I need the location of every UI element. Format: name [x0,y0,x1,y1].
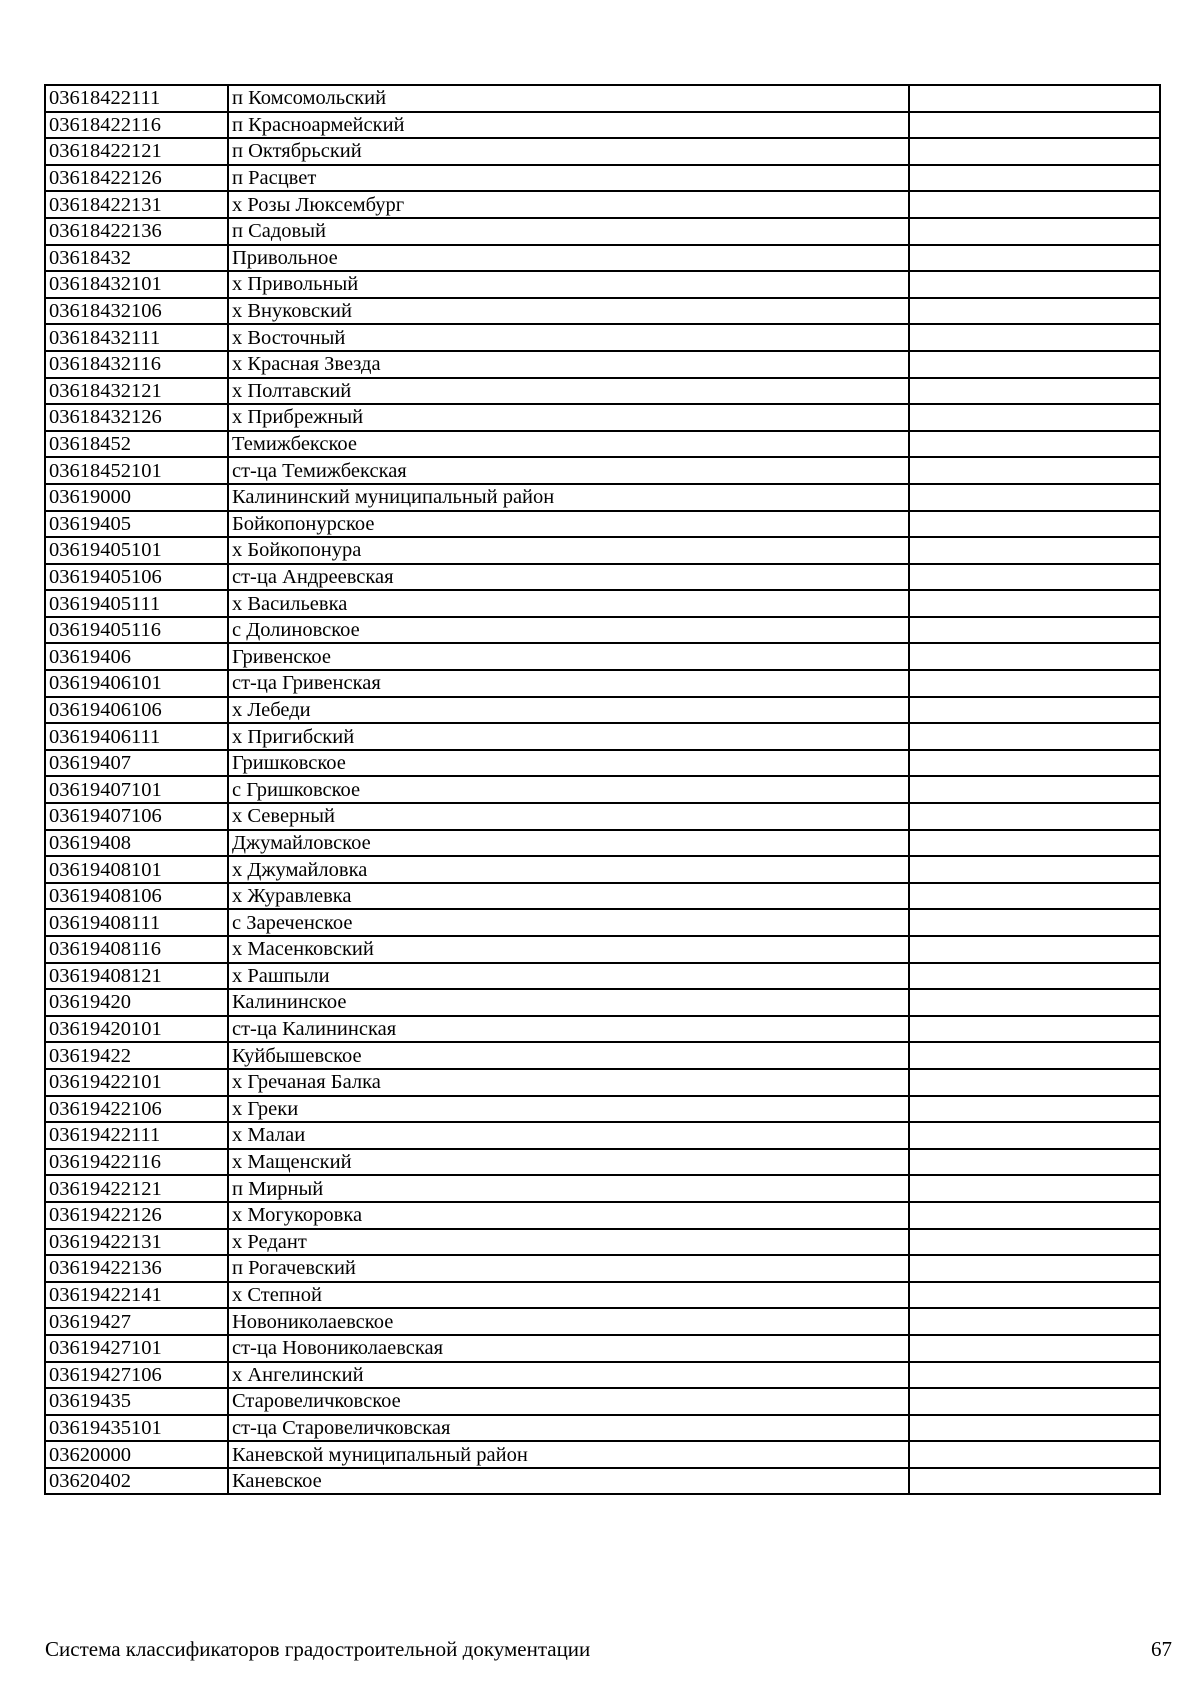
table-row [45,1255,1160,1282]
code-cell: 03619422126 [45,1202,228,1229]
name-cell: х Ангелинский [228,1362,909,1389]
note-cell [909,457,1160,484]
note-cell [909,404,1160,431]
code-cell: 03618452101 [45,457,228,484]
note-cell [909,138,1160,165]
note-cell [909,218,1160,245]
code-cell: 03619422106 [45,1096,228,1123]
note-cell [909,537,1160,564]
note-cell [909,936,1160,963]
name-cell: х Редант [228,1229,909,1256]
code-cell: 03619406 [45,643,228,670]
name-cell: х Греки [228,1096,909,1123]
code-cell: 03619406106 [45,697,228,724]
code-cell: 03620000 [45,1441,228,1468]
name-cell: х Пригибский [228,723,909,750]
note-cell [909,271,1160,298]
note-cell [909,723,1160,750]
note-cell [909,776,1160,803]
note-cell [909,670,1160,697]
name-cell: с Долиновское [228,617,909,644]
name-cell: Гришковское [228,750,909,777]
name-cell: х Внуковский [228,298,909,325]
note-cell [909,85,1160,112]
note-cell [909,1415,1160,1442]
code-cell: 03619427101 [45,1335,228,1362]
table-row [45,1468,1160,1495]
name-cell: х Розы Люксембург [228,191,909,218]
code-cell: 03619000 [45,484,228,511]
table-row [45,138,1160,165]
table-row [45,590,1160,617]
name-cell: ст-ца Андреевская [228,564,909,591]
name-cell: п Расцвет [228,165,909,192]
name-cell: п Октябрьский [228,138,909,165]
table-row [45,218,1160,245]
table-row [45,963,1160,990]
code-cell: 03619422136 [45,1255,228,1282]
name-cell: п Мирный [228,1175,909,1202]
name-cell: Бойкопонурское [228,511,909,538]
code-cell: 03619405116 [45,617,228,644]
table-row [45,1415,1160,1442]
note-cell [909,856,1160,883]
table-row [45,750,1160,777]
code-cell: 03619405 [45,511,228,538]
name-cell: х Северный [228,803,909,830]
note-cell [909,511,1160,538]
name-cell: х Гречаная Балка [228,1069,909,1096]
name-cell: п Красноармейский [228,112,909,139]
name-cell: Новониколаевское [228,1308,909,1335]
name-cell: х Степной [228,1282,909,1309]
note-cell [909,1202,1160,1229]
note-cell [909,963,1160,990]
code-cell: 03619420101 [45,1016,228,1043]
name-cell: ст-ца Новониколаевская [228,1335,909,1362]
name-cell: Куйбышевское [228,1042,909,1069]
table-row [45,1229,1160,1256]
note-cell [909,1468,1160,1495]
note-cell [909,1229,1160,1256]
note-cell [909,112,1160,139]
table-row [45,1282,1160,1309]
table-row [45,1388,1160,1415]
code-cell: 03619427 [45,1308,228,1335]
code-cell: 03619422131 [45,1229,228,1256]
note-cell [909,191,1160,218]
table-row [45,1308,1160,1335]
name-cell: п Садовый [228,218,909,245]
name-cell: ст-ца Гривенская [228,670,909,697]
table-row [45,431,1160,458]
name-cell: Джумайловское [228,830,909,857]
table-row [45,776,1160,803]
table-row [45,191,1160,218]
note-cell [909,1175,1160,1202]
code-cell: 03619408111 [45,909,228,936]
table-row [45,670,1160,697]
code-cell: 03618422126 [45,165,228,192]
name-cell: х Восточный [228,324,909,351]
table-row [45,404,1160,431]
note-cell [909,1388,1160,1415]
code-cell: 03618422116 [45,112,228,139]
name-cell: х Рашпыли [228,963,909,990]
code-cell: 03619407 [45,750,228,777]
code-cell: 03619422111 [45,1122,228,1149]
table-row [45,723,1160,750]
table-row [45,298,1160,325]
note-cell [909,1122,1160,1149]
name-cell: х Могукоровка [228,1202,909,1229]
note-cell [909,324,1160,351]
name-cell: п Комсомольский [228,85,909,112]
note-cell [909,750,1160,777]
table-row [45,697,1160,724]
note-cell [909,378,1160,405]
name-cell: х Бойкопонура [228,537,909,564]
code-cell: 03619422141 [45,1282,228,1309]
code-cell: 03618432111 [45,324,228,351]
table-row [45,511,1160,538]
note-cell [909,1362,1160,1389]
table-row [45,1335,1160,1362]
table-row [45,245,1160,272]
code-cell: 03618432 [45,245,228,272]
code-cell: 03618432106 [45,298,228,325]
table-row [45,803,1160,830]
table-row [45,617,1160,644]
note-cell [909,830,1160,857]
page-number: 67 [1151,1637,1172,1661]
note-cell [909,1149,1160,1176]
footer-title: Система классификаторов градостроительной документации [45,1637,591,1661]
name-cell: Привольное [228,245,909,272]
note-cell [909,590,1160,617]
code-cell: 03619408106 [45,883,228,910]
note-cell [909,1069,1160,1096]
note-cell [909,351,1160,378]
code-cell: 03619406111 [45,723,228,750]
table-row [45,883,1160,910]
table-row [45,989,1160,1016]
table-row [45,1175,1160,1202]
code-cell: 03619408116 [45,936,228,963]
code-cell: 03619435101 [45,1415,228,1442]
code-cell: 03619405106 [45,564,228,591]
table-row [45,1362,1160,1389]
name-cell: Калининский муниципальный район [228,484,909,511]
code-cell: 03618422136 [45,218,228,245]
name-cell: п Рогачевский [228,1255,909,1282]
table-row [45,351,1160,378]
name-cell: с Гришковское [228,776,909,803]
table-row [45,1069,1160,1096]
code-cell: 03619405111 [45,590,228,617]
code-cell: 03618452 [45,431,228,458]
note-cell [909,245,1160,272]
name-cell: х Масенковский [228,936,909,963]
code-cell: 03619408121 [45,963,228,990]
note-cell [909,1282,1160,1309]
table-row [45,1202,1160,1229]
table-row [45,1149,1160,1176]
table-row [45,1016,1160,1043]
code-cell: 03619435 [45,1388,228,1415]
code-cell: 03618422131 [45,191,228,218]
note-cell [909,298,1160,325]
table-row [45,643,1160,670]
code-cell: 03618432121 [45,378,228,405]
note-cell [909,1096,1160,1123]
name-cell: Старовеличковское [228,1388,909,1415]
name-cell: ст-ца Калининская [228,1016,909,1043]
name-cell: х Малаи [228,1122,909,1149]
table-row [45,378,1160,405]
name-cell: х Привольный [228,271,909,298]
note-cell [909,883,1160,910]
name-cell: х Прибрежный [228,404,909,431]
code-cell: 03619405101 [45,537,228,564]
code-cell: 03619422101 [45,1069,228,1096]
classifier-table-body [45,85,1160,1494]
table-row [45,564,1160,591]
note-cell [909,1016,1160,1043]
code-cell: 03618422111 [45,85,228,112]
table-row [45,936,1160,963]
table-row [45,324,1160,351]
name-cell: ст-ца Темижбекская [228,457,909,484]
table-row [45,909,1160,936]
table-row [45,112,1160,139]
note-cell [909,643,1160,670]
name-cell: х Полтавский [228,378,909,405]
table-row [45,856,1160,883]
code-cell: 03619427106 [45,1362,228,1389]
code-cell: 03619408 [45,830,228,857]
name-cell: ст-ца Старовеличковская [228,1415,909,1442]
name-cell: с Зареченское [228,909,909,936]
table-row [45,1441,1160,1468]
name-cell: х Васильевка [228,590,909,617]
code-cell: 03618422121 [45,138,228,165]
code-cell: 03619407101 [45,776,228,803]
table-row [45,484,1160,511]
table-row [45,271,1160,298]
code-cell: 03619420 [45,989,228,1016]
note-cell [909,1335,1160,1362]
note-cell [909,1255,1160,1282]
note-cell [909,617,1160,644]
code-cell: 03620402 [45,1468,228,1495]
note-cell [909,484,1160,511]
name-cell: х Красная Звезда [228,351,909,378]
table-row [45,457,1160,484]
table-row [45,165,1160,192]
table-row [45,1096,1160,1123]
note-cell [909,989,1160,1016]
name-cell: Гривенское [228,643,909,670]
name-cell: х Лебеди [228,697,909,724]
note-cell [909,909,1160,936]
code-cell: 03619422116 [45,1149,228,1176]
code-cell: 03619422 [45,1042,228,1069]
table-row [45,1122,1160,1149]
note-cell [909,1042,1160,1069]
code-cell: 03619406101 [45,670,228,697]
table-row [45,537,1160,564]
note-cell [909,1441,1160,1468]
code-cell: 03619422121 [45,1175,228,1202]
name-cell: Калининское [228,989,909,1016]
name-cell: Каневской муниципальный район [228,1441,909,1468]
table-row [45,1042,1160,1069]
note-cell [909,1308,1160,1335]
table-row [45,85,1160,112]
name-cell: х Джумайловка [228,856,909,883]
code-cell: 03618432116 [45,351,228,378]
name-cell: х Журавлевка [228,883,909,910]
note-cell [909,165,1160,192]
name-cell: Темижбекское [228,431,909,458]
table-row [45,830,1160,857]
code-cell: 03619407106 [45,803,228,830]
note-cell [909,431,1160,458]
name-cell: Каневское [228,1468,909,1495]
code-cell: 03618432101 [45,271,228,298]
note-cell [909,564,1160,591]
note-cell [909,697,1160,724]
code-cell: 03618432126 [45,404,228,431]
note-cell [909,803,1160,830]
name-cell: х Мащенский [228,1149,909,1176]
code-cell: 03619408101 [45,856,228,883]
classifier-table [44,84,1161,1495]
